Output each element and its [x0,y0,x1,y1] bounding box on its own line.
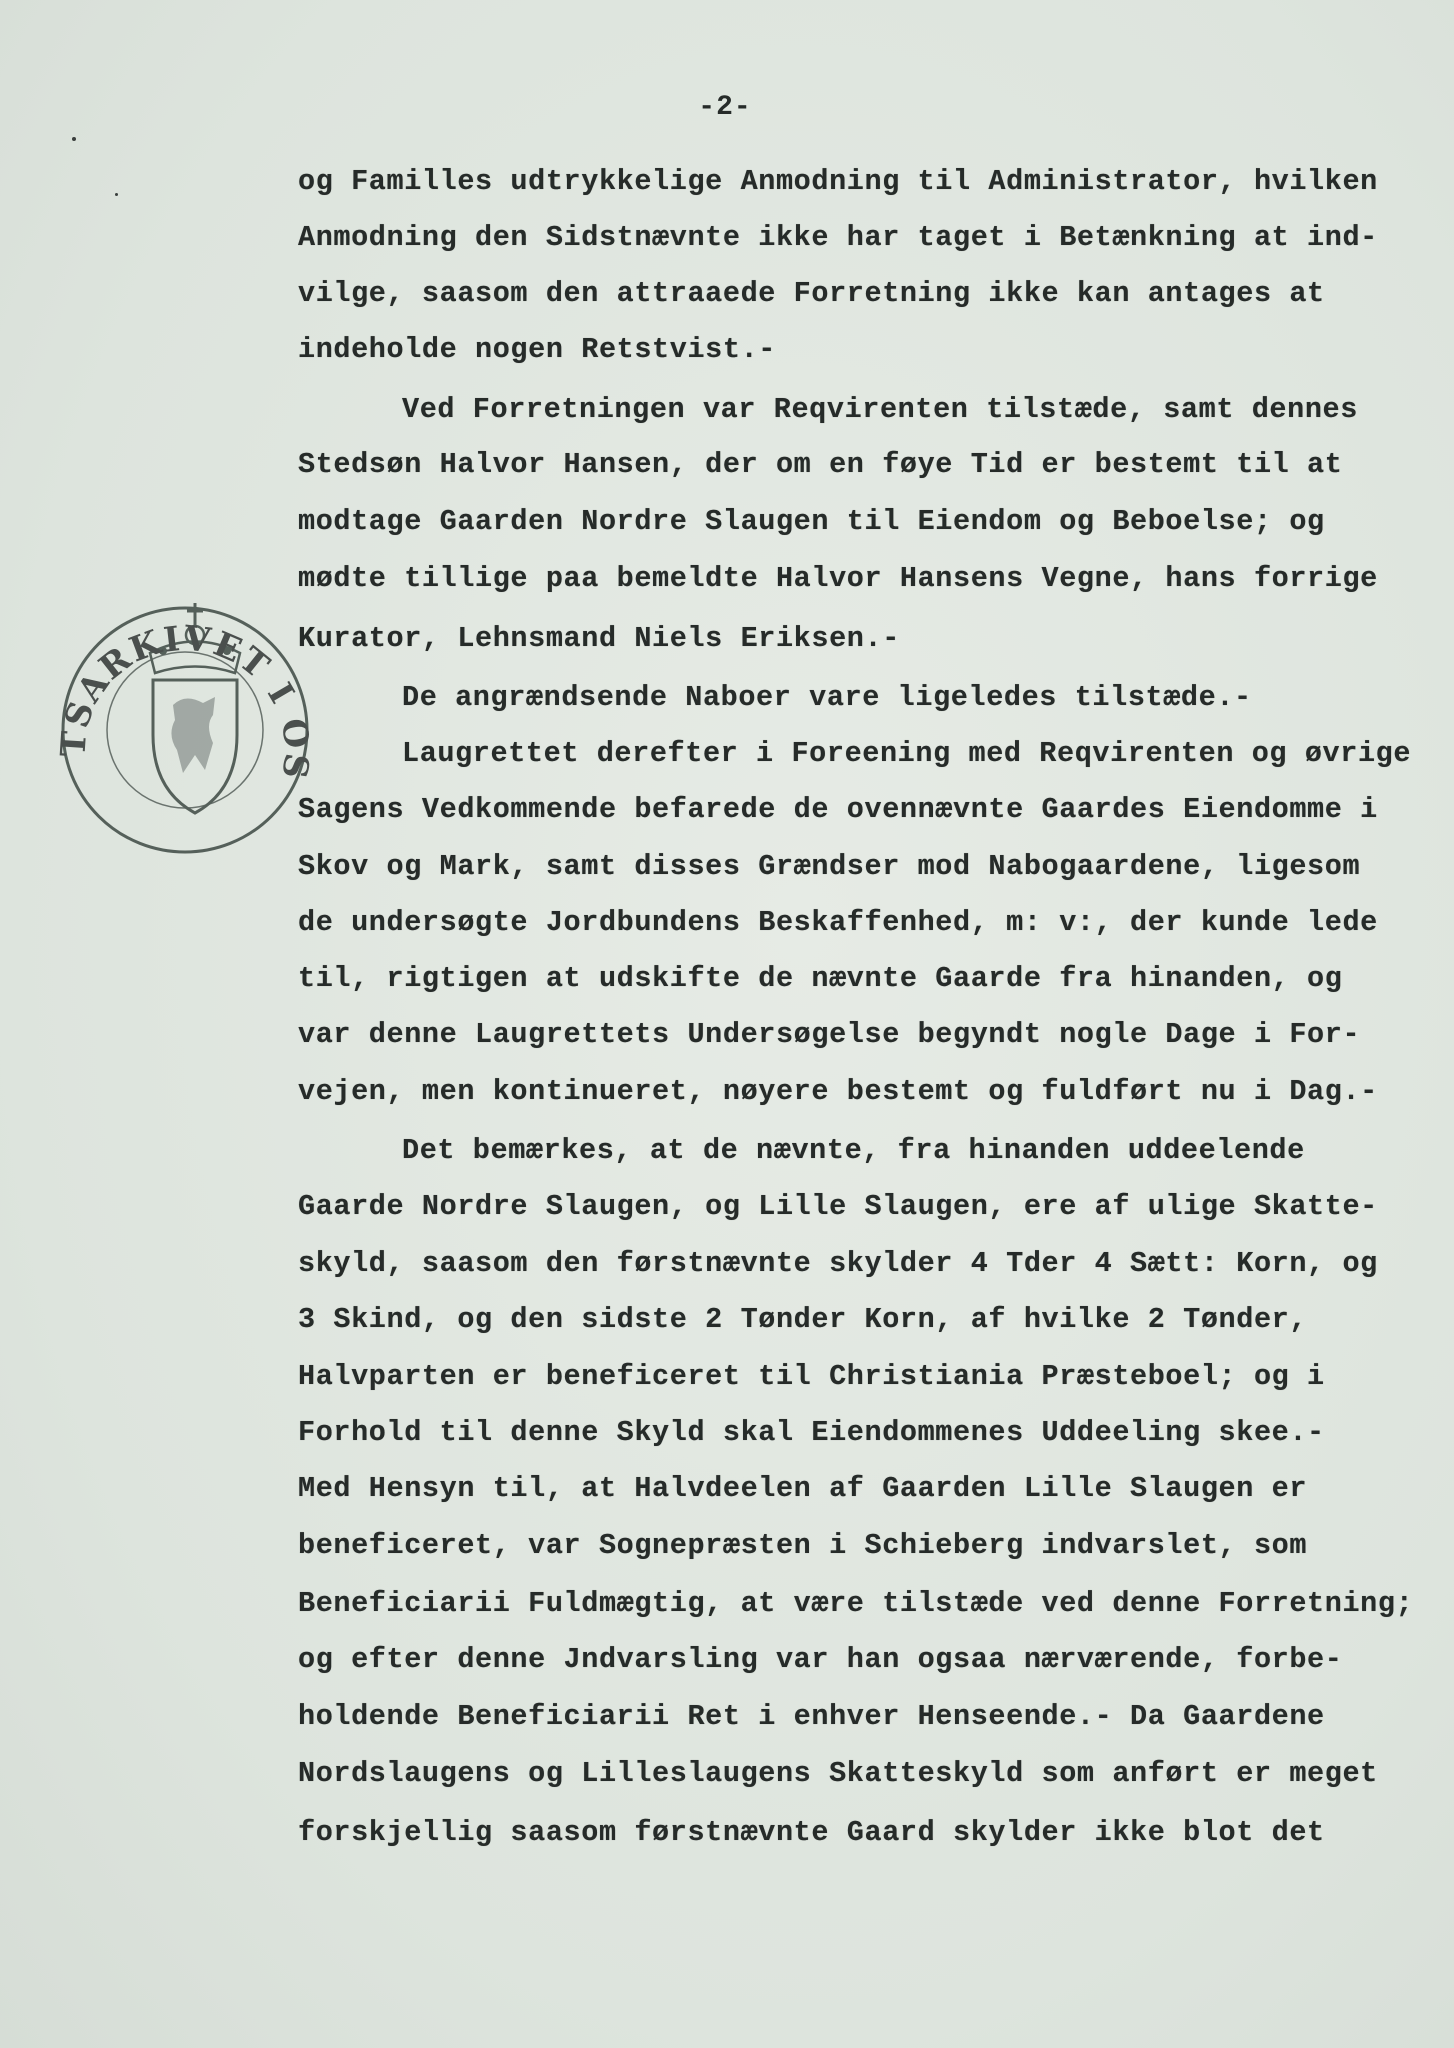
text-line: Gaarde Nordre Slaugen, og Lille Slaugen, ere af ulige Skatte- [298,1190,1378,1223]
paper-speck [115,193,118,196]
text-line: beneficeret, var Sognepræsten i Schieberg indvarslet, som [298,1529,1308,1562]
text-line: var denne Laugrettets Undersøgelse begyndt nogle Dage i For- [298,1018,1361,1051]
paper-speck [72,137,76,141]
text-line: indeholde nogen Retstvist.- [298,333,776,366]
page-number: -2- [698,92,752,123]
text-line: Beneficiarii Fuldmægtig, at være tilstæde ved denne Forretning; [298,1587,1414,1620]
text-line: Laugrettet derefter i Foreening med Reqvirenten og øvrige [402,737,1412,770]
text-line: 3 Skind, og den sidste 2 Tønder Korn, af hvilke 2 Tønder, [298,1303,1308,1336]
text-line: Ved Forretningen var Reqvirenten tilstæde, samt dennes [402,393,1358,426]
text-line: Sagens Vedkommende befarede de ovennævnte Gaardes Eiendomme i [298,793,1378,826]
text-line: De angrændsende Naboer vare ligeledes tilstæde.- [402,681,1252,714]
archive-seal-graphic [55,585,315,855]
text-line: Kurator, Lehnsmand Niels Eriksen.- [298,622,900,655]
text-line: og efter denne Jndvarsling var han ogsaa nærværende, forbe- [298,1643,1343,1676]
text-line: til, rigtigen at udskifte de nævnte Gaarde fra hinanden, og [298,962,1343,995]
text-line: vejen, men kontinueret, nøyere bestemt og fuldført nu i Dag.- [298,1075,1378,1108]
text-line: forskjellig saasom førstnævnte Gaard skylder ikke blot det [298,1816,1325,1849]
text-line: Skov og Mark, samt disses Grændser mod Nabogaardene, ligesom [298,850,1361,883]
text-line: vilge, saasom den attraaede Forretning ikke kan antages at [298,277,1325,310]
lion-shield-icon [153,680,237,813]
text-line: Halvparten er beneficeret til Christiania Præsteboel; og i [298,1360,1325,1393]
text-line: holdende Beneficiarii Ret i enhver Henseende.- Da Gaardene [298,1700,1325,1733]
text-line: Det bemærkes, at de nævnte, fra hinanden uddeelende [402,1134,1305,1167]
text-line: modtage Gaarden Nordre Slaugen til Eiendom og Beboelse; og [298,505,1325,538]
archive-seal [55,585,315,855]
text-line: Med Hensyn til, at Halvdeelen af Gaarden Lille Slaugen er [298,1472,1308,1505]
text-line: og Familles udtrykkelige Anmodning til Administrator, hvilken [298,165,1378,198]
seal-label: TSARKIVET I OS [55,618,315,783]
text-line: Anmodning den Sidstnævnte ikke har taget i Betænkning at ind- [298,221,1378,254]
text-line: de undersøgte Jordbundens Beskaffenhed, m: v:, der kunde lede [298,906,1378,939]
text-line: Forhold til denne Skyld skal Eiendommenes Uddeeling skee.- [298,1416,1325,1449]
text-line: Nordslaugens og Lilleslaugens Skatteskyld som anført er meget [298,1757,1378,1790]
text-line: mødte tillige paa bemeldte Halvor Hansens Vegne, hans forrige [298,562,1378,595]
text-line: Stedsøn Halvor Hansen, der om en føye Tid er bestemt til at [298,448,1343,481]
text-line: skyld, saasom den førstnævnte skylder 4 Tder 4 Sætt: Korn, og [298,1247,1378,1280]
